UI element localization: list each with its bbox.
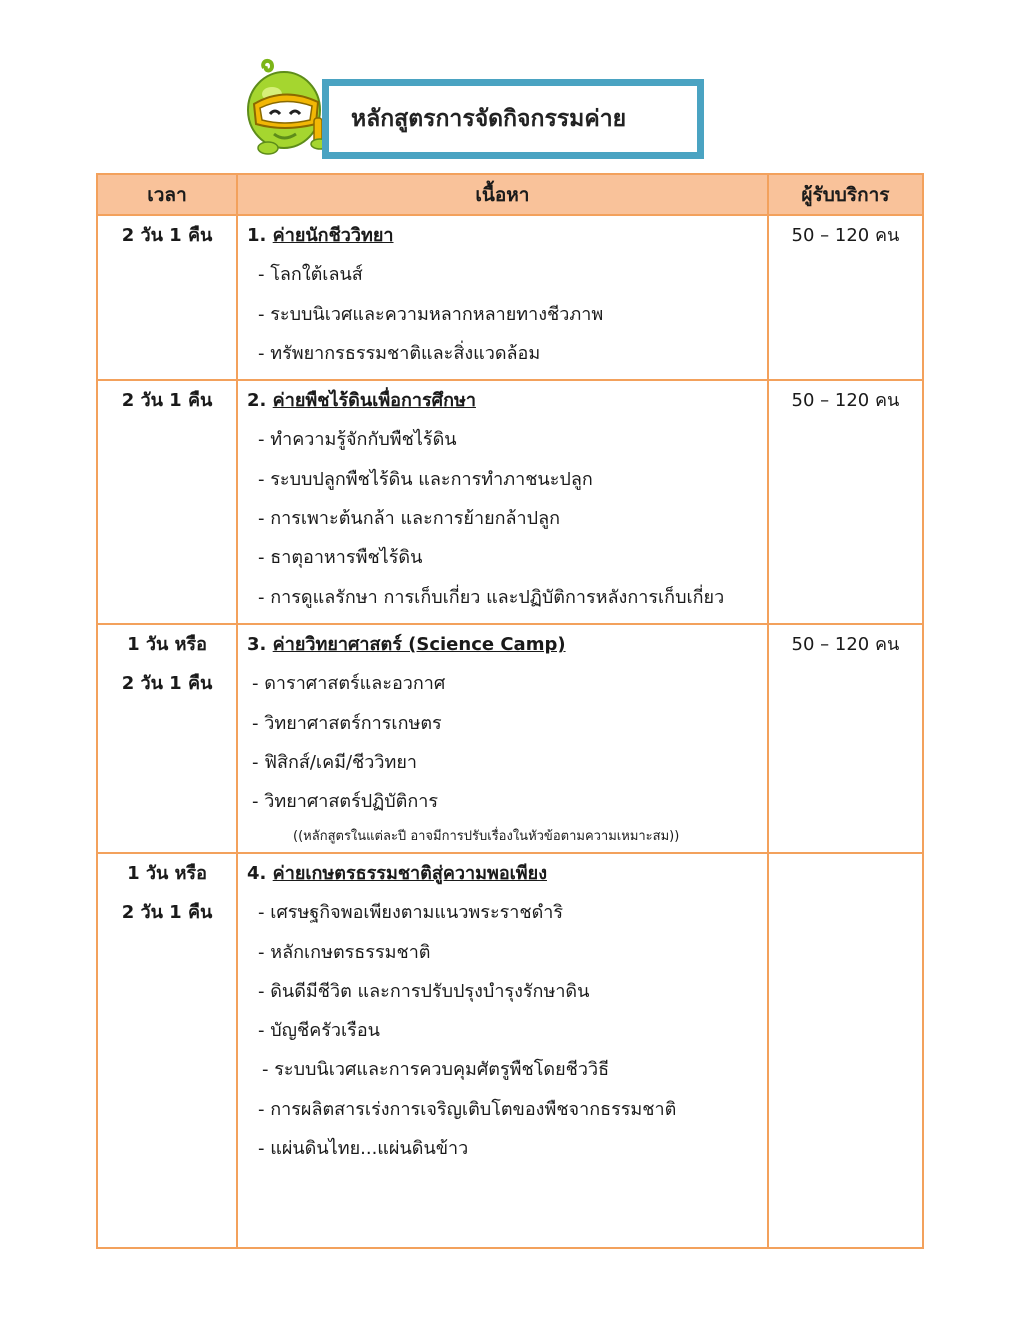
list-item: - ธาตุอาหารพืชไร้ดิน	[258, 547, 423, 569]
capacity-cell	[768, 853, 923, 1248]
time-cell: 1 วัน หรือ 2 วัน 1 คืน	[97, 624, 237, 853]
time-cell: 2 วัน 1 คืน	[97, 380, 237, 624]
list-item: - หลักเกษตรธรรมชาติ	[258, 941, 431, 963]
list-item: - โลกใต้เลนส์	[258, 264, 363, 286]
capacity-cell: 50 – 120 คน	[768, 624, 923, 853]
list-item: - บัญชีครัวเรือน	[258, 1020, 380, 1042]
camp-title: 1. ค่ายนักชีววิทยา	[247, 225, 394, 246]
content-cell	[237, 380, 768, 624]
list-item: - ดาราศาสตร์และอวกาศ	[252, 673, 446, 695]
page-header	[242, 58, 706, 162]
content-cell	[237, 853, 768, 1248]
curriculum-note: ((หลักสูตรในแต่ละปี อาจมีการปรับเรื่องในหัวข้อตามความเหมาะสม))	[293, 829, 680, 845]
title-frame	[322, 79, 704, 159]
list-item: - การเพาะต้นกล้า และการย้ายกล้าปลูก	[258, 508, 561, 530]
list-item: - เศรษฐกิจพอเพียงตามแนวพระราชดำริ	[258, 902, 564, 924]
camp-title: 4. ค่ายเกษตรธรรมชาติสู่ความพอเพียง	[247, 862, 547, 884]
list-item: - แผ่นดินไทย...แผ่นดินข้าว	[258, 1138, 469, 1160]
time-cell: 1 วัน หรือ 2 วัน 1 คืน	[97, 853, 237, 1248]
list-item: - ทรัพยากรธรรมชาติและสิ่งแวดล้อม	[258, 342, 541, 364]
capacity-cell: 50 – 120 คน	[768, 380, 923, 624]
header-content: เนื้อหา	[237, 174, 768, 215]
time-cell: 2 วัน 1 คืน	[97, 215, 237, 380]
list-item: - วิทยาศาสตร์ปฏิบัติการ	[252, 791, 439, 813]
table-row	[97, 853, 923, 1248]
page-title: หลักสูตรการจัดกิจกรรมค่าย	[327, 84, 699, 154]
list-item: - การดูแลรักษา การเก็บเกี่ยว และปฏิบัติการหลังการเก็บเกี่ยว	[258, 586, 725, 608]
list-item: - ฟิสิกส์/เคมี/ชีววิทยา	[252, 751, 417, 773]
table-row	[97, 624, 923, 853]
table-row	[97, 380, 923, 624]
list-item: - วิทยาศาสตร์การเกษตร	[252, 712, 442, 734]
table-row	[97, 215, 923, 380]
list-item: - ทำความรู้จักกับพืชไร้ดิน	[258, 429, 457, 451]
content-cell	[237, 215, 768, 380]
header-capacity: ผู้รับบริการ	[768, 174, 923, 215]
list-item: - ดินดีมีชีวิต และการปรับปรุงบำรุงรักษาดิน	[258, 980, 590, 1002]
list-item: - การผลิตสารเร่งการเจริญเติบโตของพืชจากธรรมชาติ	[258, 1098, 677, 1120]
header-time: เวลา	[97, 174, 237, 215]
capacity-cell: 50 – 120 คน	[768, 215, 923, 380]
list-item: - ระบบปลูกพืชไร้ดิน และการทำภาชนะปลูก	[258, 468, 593, 490]
list-item: - ระบบนิเวศและความหลากหลายทางชีวภาพ	[258, 303, 604, 325]
camp-title: 2. ค่ายพืชไร้ดินเพื่อการศึกษา	[247, 390, 476, 412]
curriculum-table	[96, 173, 924, 1249]
content-cell	[237, 624, 768, 853]
table-header-row	[97, 174, 923, 215]
camp-title: 3. ค่ายวิทยาศาสตร์ (Science Camp)	[247, 633, 566, 655]
list-item: - ระบบนิเวศและการควบคุมศัตรูพืชโดยชีววิธี	[262, 1059, 610, 1081]
